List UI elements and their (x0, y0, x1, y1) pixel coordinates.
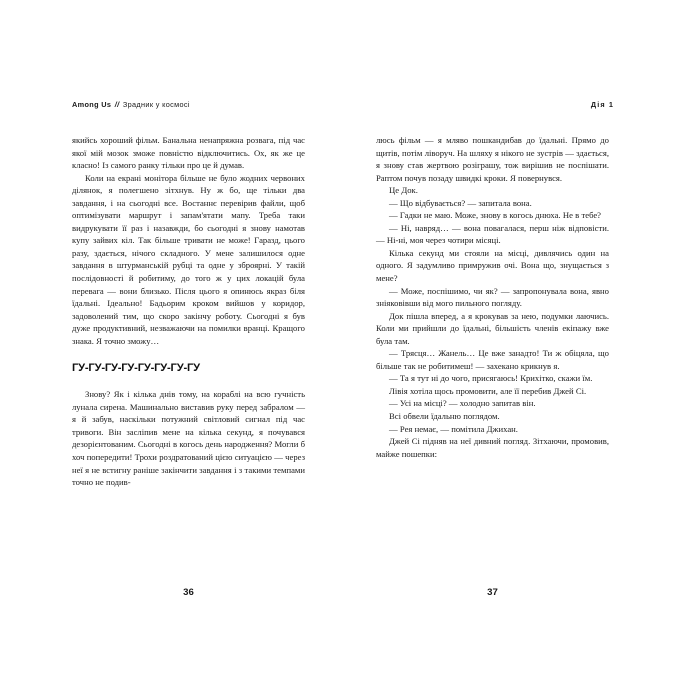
body-text-right (376, 134, 609, 460)
paragraph: Коли на екрані монітора більше не було жодних червоних ділянок, я полегшено зітхнув. Ну ж бо, ще тільки два завдання, і на сьогодні все. Востаннє перевірив файли, щоб оптимізувати маршрут і запам'ятати мапу. Треба таки видрукувати її раз і назавжди, бо сьогодні я знову намотав купу зайвих кіл. Так більше тривати не може! Гаразд, цього разу, здається, нічого складного. У мене залишилося одне завдання в штурманській рубці та одне у зброярні. У такій послідовності й робитиму, до того ж у цих локацій була перевага — вони близько. Після цього я опинюсь якраз біля їдальні. Ідеально! Бадьорим кроком вийшов у коридор, задоволений тим, що скоро закінчу роботу. Сьогодні я був дуже продуктивний, незважаючи на помилки вранці. Кращого знака. Я точно зможу… (72, 172, 305, 346)
paragraph: — Рея немає, — помітила Джихан. (389, 423, 518, 434)
running-head-brand: Among Us (72, 100, 112, 109)
page-left (64, 100, 332, 612)
paragraph: — Ні, навряд… — вона повагалася, перш ніж відповісти. — Ні-ні, моя через чотири місяці. (376, 222, 609, 246)
paragraph: Док пішла вперед, а я крокував за нею, подумки лаючись. Коли ми прийшли до їдальні, більшість членів екіпажу вже була там. (376, 310, 609, 346)
running-head-right (368, 100, 636, 112)
paragraph: Кілька секунд ми стояли на місці, дивлячись один на одного. Я задумливо примружив очі. Вона що, знущається з мене? (376, 247, 609, 284)
running-head-subtitle: Зрадник у космосі (122, 100, 190, 109)
paragraph: якийсь хороший фільм. Банальна ненапряжна розвага, під час якої мій мозок зможе повністю відключитись. Ох, як же це класно! Із самого ранку тільки про це й думав. (72, 135, 305, 171)
running-head-act-label: Дія 1 (590, 100, 614, 109)
paragraph: Джей Сі підняв на неї дивний погляд. Зітхаючи, промовив, майже пошепки: (376, 436, 609, 459)
paragraph: — Усі на місці? — холодно запитав він. (389, 398, 536, 409)
paragraph: Це Док. (389, 185, 418, 196)
body-text-left (72, 134, 305, 489)
paragraph: — Гадки не маю. Може, знову в когось днюха. Не в тебе? (389, 210, 602, 221)
running-head-left (64, 100, 332, 112)
paragraph: Всі обвели їдальню поглядом. (389, 411, 500, 422)
paragraph: Лівія хотіла щось промовити, але її перебив Джей Сі. (389, 385, 587, 396)
page-number-left: 36 (183, 587, 194, 598)
paragraph: — Може, поспішимо, чи як? — запропонувала вона, явно зніяковівши від мого пильного погляду. (376, 285, 609, 309)
paragraph: — Та я тут ні до чого, присягаюсь! Крихітко, скажи їм. (389, 373, 593, 384)
page-right (368, 100, 636, 612)
paragraph: — Що відбувається? — запитала вона. (389, 197, 532, 208)
page-number-right: 37 (487, 587, 498, 598)
paragraph: Знову? Як і кілька днів тому, на кораблі на всю гучність лунала сирена. Машинально виставив руку перед забралом — я й забув, наскільки потужний світловий сигнал під час тривоги. Він засліпив мене на кілька секунд, я почувався дезорієнтованим. Сьогодні в когось день народження? Могли б хоч попередити! Трохи роздратований цією ситуацією — через неї я не встигну раніше закінчити завдання і з такими темпами точно не подив- (72, 389, 305, 488)
paragraph: люсь фільм — я мляво пошкандибав до їдальні. Прямо до щитів, потім ліворуч. На шляху я нікого не зустрів — здається, я знову став жертвою розіграшу, тож вирішив не поспішати. Раптом почув позаду швидкі кроки. Я повернувся. (376, 135, 609, 183)
running-head-separator: // (114, 100, 120, 109)
sound-effect-line: ГУ-ГУ-ГУ-ГУ-ГУ-ГУ-ГУ-ГУ (72, 362, 200, 375)
paragraph: — Трясця… Жанель… Це вже занадто! Ти ж обіцяла, що більше так не робитимеш! — захекано крикнув я. (376, 348, 609, 371)
